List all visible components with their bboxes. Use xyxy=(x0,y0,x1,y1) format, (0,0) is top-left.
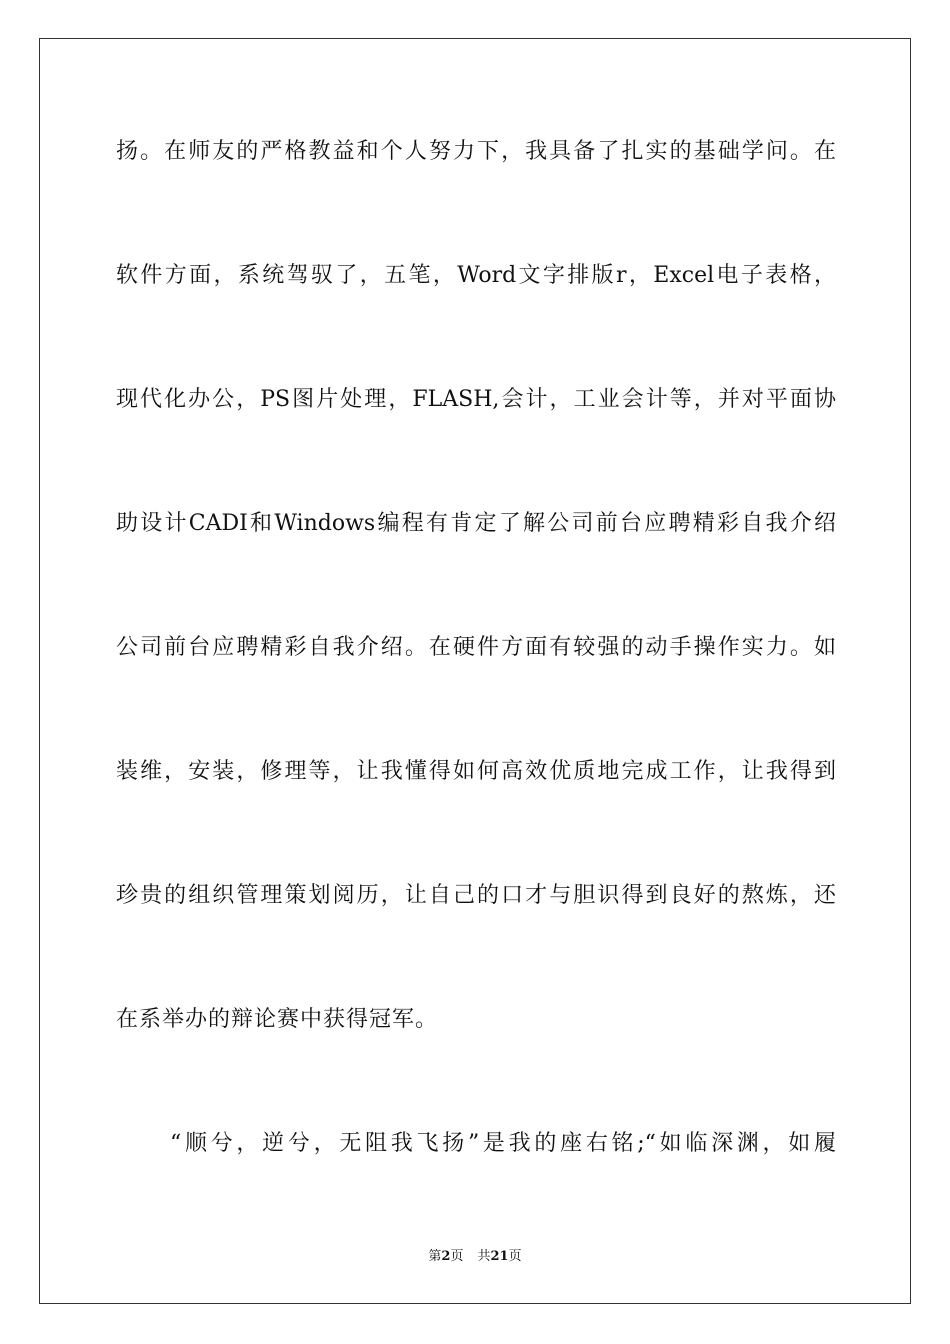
footer-total-suffix: 页 xyxy=(508,1249,522,1264)
page-border xyxy=(39,38,911,1304)
body-text-line-1: 扬。在师友的严格教益和个人努力下，我具备了扎实的基础学问。在 xyxy=(116,139,836,164)
footer-total-number: 21 xyxy=(490,1249,509,1264)
footer-total-prefix: 共 xyxy=(477,1249,491,1264)
body-text-line-3: 现代化办公，PS图片处理，FLASH,会计，工业会计等，并对平面协 xyxy=(116,387,836,412)
footer-page-suffix: 页 xyxy=(450,1249,464,1264)
body-text-line-8: 在系举办的辩论赛中获得冠军。 xyxy=(116,1007,439,1032)
footer-page-prefix: 第 xyxy=(428,1249,442,1264)
footer-page-number: 2 xyxy=(441,1249,451,1264)
body-text-line-4: 助设计CADI和Windows编程有肯定了解公司前台应聘精彩自我介绍 xyxy=(116,511,836,536)
body-text-line-2: 软件方面，系统驾驭了，五笔，Word文字排版r，Excel电子表格， xyxy=(116,263,836,288)
body-text-line-9: “顺兮，逆兮，无阻我飞扬”是我的座右铭;“如临深渊，如履 xyxy=(170,1131,836,1156)
body-text-line-5: 公司前台应聘精彩自我介绍。在硬件方面有较强的动手操作实力。如 xyxy=(116,635,836,660)
page-footer xyxy=(0,1248,950,1266)
body-text-line-6: 装维，安装，修理等，让我懂得如何高效优质地完成工作，让我得到 xyxy=(116,759,836,784)
body-text-line-7: 珍贵的组织管理策划阅历，让自己的口才与胆识得到良好的熬炼，还 xyxy=(116,883,836,908)
